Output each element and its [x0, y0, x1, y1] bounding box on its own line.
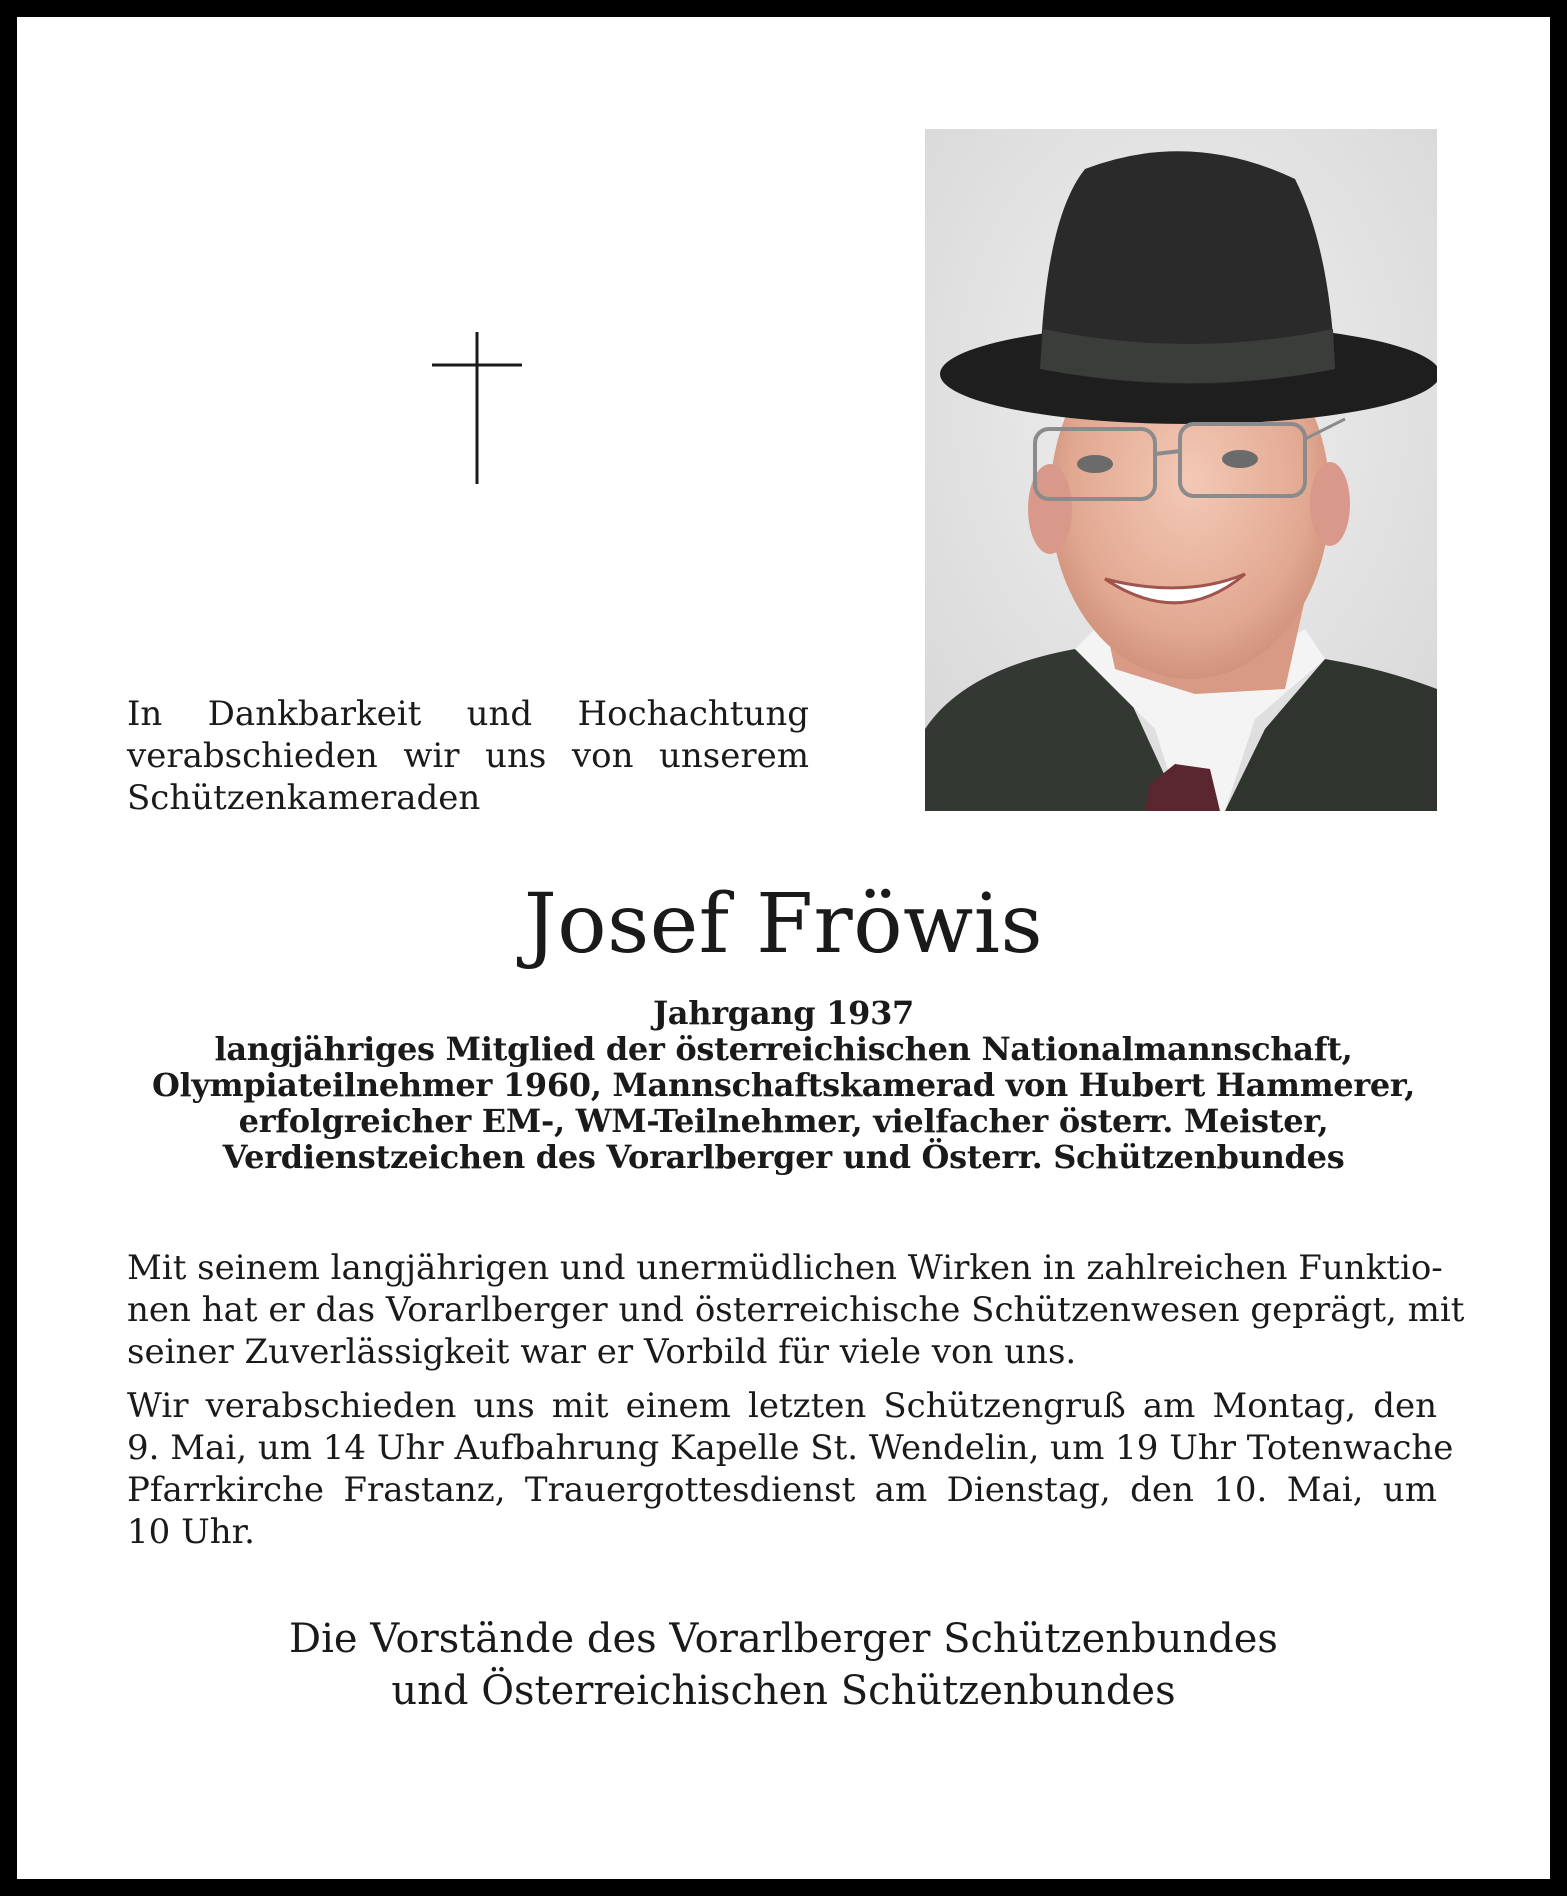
- honors-line: Olympiateilnehmer 1960, Mannschaftskamerad von Hubert Hammerer,: [151, 1066, 1416, 1104]
- intro-line: verabschieden wir uns von unserem: [127, 736, 809, 776]
- paragraph-gap: [127, 1373, 1437, 1385]
- intro-line: Schützenkameraden: [127, 778, 481, 818]
- honors-line: Verdienstzeichen des Vorarlberger und Österr. Schützenbundes: [222, 1138, 1345, 1176]
- portrait-photo: [925, 129, 1437, 811]
- intro-text: [127, 693, 809, 819]
- body-line: nen hat er das Vorarlberger und österreichische Schützenwesen geprägt, mit: [127, 1290, 1465, 1330]
- signature-block: [17, 1613, 1550, 1717]
- obituary-card: [17, 17, 1550, 1879]
- body-text: [127, 1247, 1465, 1553]
- body-line: Pfarrkirche Frastanz, Trauergottesdienst am Dienstag, den 10. Mai, um: [127, 1470, 1437, 1510]
- body-line: Wir verabschieden uns mit einem letzten Schützengruß am Montag, den: [127, 1386, 1437, 1426]
- body-line: seiner Zuverlässigkeit war er Vorbild für viele von uns.: [127, 1332, 1077, 1372]
- paragraph-1: [127, 1247, 1465, 1373]
- honors-line: langjähriges Mitglied der österreichischen Nationalmannschaft,: [214, 1030, 1353, 1068]
- honors-block: [77, 995, 1490, 1175]
- intro-line: In Dankbarkeit und Hochachtung: [127, 694, 809, 734]
- honors-line: Jahrgang 1937: [652, 994, 915, 1032]
- body-line: 9. Mai, um 14 Uhr Aufbahrung Kapelle St. Wendelin, um 19 Uhr Totenwache: [127, 1428, 1454, 1468]
- signature-line: Die Vorstände des Vorarlberger Schützenbundes: [289, 1616, 1278, 1662]
- honors-line: erfolgreicher EM-, WM-Teilnehmer, vielfacher österr. Meister,: [238, 1102, 1329, 1140]
- body-line: Mit seinem langjährigen und unermüdlichen Wirken in zahlreichen Funktio-: [127, 1248, 1443, 1288]
- deceased-name: Josef Fröwis: [523, 877, 1044, 972]
- cross-icon: [432, 332, 522, 484]
- signature-line: und Österreichischen Schützenbundes: [391, 1668, 1176, 1714]
- body-line: 10 Uhr.: [127, 1512, 255, 1552]
- paragraph-2: [127, 1385, 1454, 1553]
